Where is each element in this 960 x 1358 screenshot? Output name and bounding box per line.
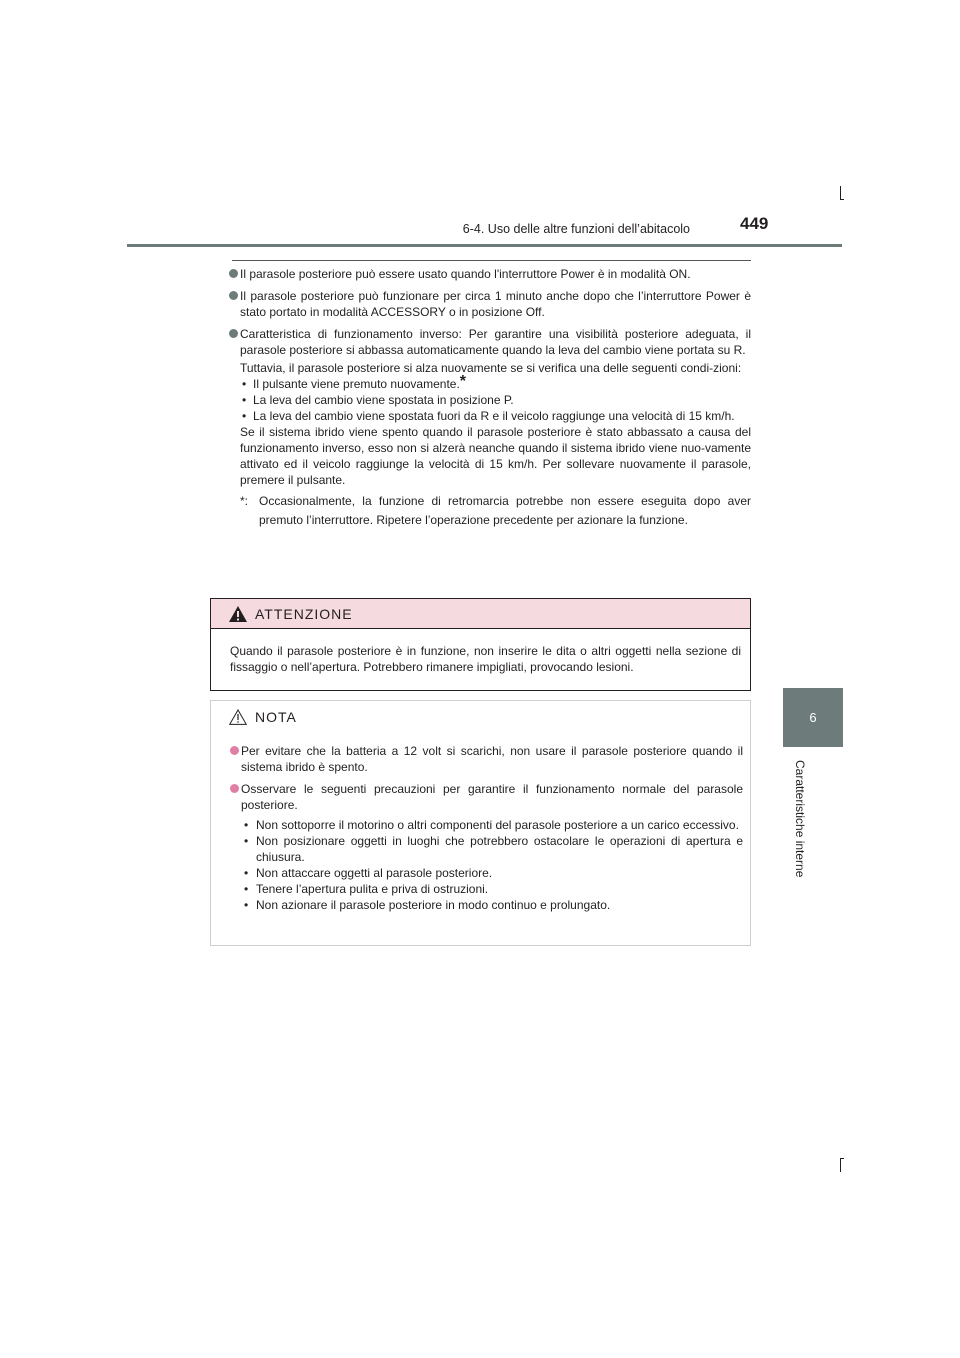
list-item: Osservare le seguenti precauzioni per garantire il funzionamento normale del parasole posteriore.: [230, 781, 743, 813]
conditions-intro: Tuttavia, il parasole posteriore si alza nuovamente se si verifica una delle seguenti condi-zioni:: [240, 361, 742, 375]
crop-mark-bottom: [840, 1158, 841, 1172]
precaution-item: • Non sottoporre il motorino o altri componenti del parasole posteriore a un carico eccessivo.: [244, 818, 739, 832]
footnote-mark: *:: [240, 494, 249, 508]
bullet-dot-icon: [230, 784, 239, 793]
asterisk-mark: *: [459, 373, 467, 390]
crop-mark-bottom-foot: [840, 1158, 844, 1159]
footnote: *: Occasionalmente, la funzione di retromarcia potrebbe non essere eseguita dopo aver premuto l’interruttore. Ripetere l’operazione precedente per azionare la funzione.: [240, 494, 751, 527]
list-item: Per evitare che la batteria a 12 volt si scarichi, non usare il parasole posteriore quando il sistema ibrido è spento.: [230, 743, 743, 775]
note-header: [211, 701, 750, 733]
chapter-tab: [783, 688, 843, 747]
bullet-dot-icon: [229, 269, 238, 278]
caution-box: [210, 598, 751, 691]
crop-mark-top: [840, 186, 841, 200]
warning-icon: [229, 606, 247, 622]
caution-header: [211, 599, 750, 629]
chapter-number: 6: [809, 710, 817, 725]
section-title: 6-4. Uso delle altre funzioni dell’abitacolo: [462, 222, 690, 236]
list-item: Caratteristica di funzionamento inverso: Per garantire una visibilità posteriore adeguata, il parasole posteriore si abbassa automaticamente quando la leva del cambio viene portata su R.: [229, 326, 751, 358]
chapter-label-wrap: [783, 760, 807, 890]
caution-title: ATTENZIONE: [255, 605, 353, 622]
condition-item: • La leva del cambio viene spostata fuori da R e il veicolo raggiunge una velocità di 15 km/h.: [242, 409, 735, 423]
bullet-dot-icon: [230, 746, 239, 755]
chapter-label: Caratteristiche interne: [793, 760, 807, 878]
caution-text: Quando il parasole posteriore è in funzione, non inserire le dita o altri oggetti nella sezione di fissaggio o nell’apertura. Potrebbero rimanere impigliati, provocando lesioni.: [230, 644, 741, 674]
note-title: NOTA: [255, 709, 297, 725]
content-rule: [232, 260, 751, 261]
condition-item: • La leva del cambio viene spostata in posizione P.: [242, 393, 514, 407]
precaution-item: • Non azionare il parasole posteriore in modo continuo e prolungato.: [244, 898, 611, 912]
page-number: 449: [740, 214, 769, 233]
hybrid-off-paragraph: Se il sistema ibrido viene spento quando il parasole posteriore è stato abbassato a causa del funzionamento inverso, esso non si alzerà neanche quando il sistema ibrido viene nuo-vamente attivato ed il veicolo raggiunge la velocità di 15 km/h. Per sollevare nuovamente il parasole, premere il pulsante.: [240, 425, 751, 487]
bullet-dot-icon: [229, 329, 238, 338]
main-content: [229, 266, 751, 530]
precaution-item: • Non attaccare oggetti al parasole posteriore.: [244, 866, 493, 880]
precaution-item: • Tenere l’apertura pulita e priva di ostruzioni.: [244, 882, 489, 896]
header-rule: [127, 244, 842, 247]
condition-item: • Il pulsante viene premuto nuovamente.*: [242, 373, 467, 391]
bullet-dot-icon: [229, 291, 238, 300]
note-box: [210, 700, 751, 946]
list-item: Il parasole posteriore può funzionare per circa 1 minuto anche dopo che l’interruttore Power è stato portato in modalità ACCESSORY o in posizione Off.: [229, 288, 751, 320]
precaution-item: • Non posizionare oggetti in luoghi che potrebbero ostacolare le operazioni di apertura e chiusura.: [244, 834, 743, 864]
notice-icon: [229, 709, 247, 725]
note-body: [211, 733, 750, 913]
list-item: Il parasole posteriore può essere usato quando l'interruttore Power è in modalità ON.: [229, 266, 751, 282]
crop-mark-top-foot: [840, 199, 844, 200]
